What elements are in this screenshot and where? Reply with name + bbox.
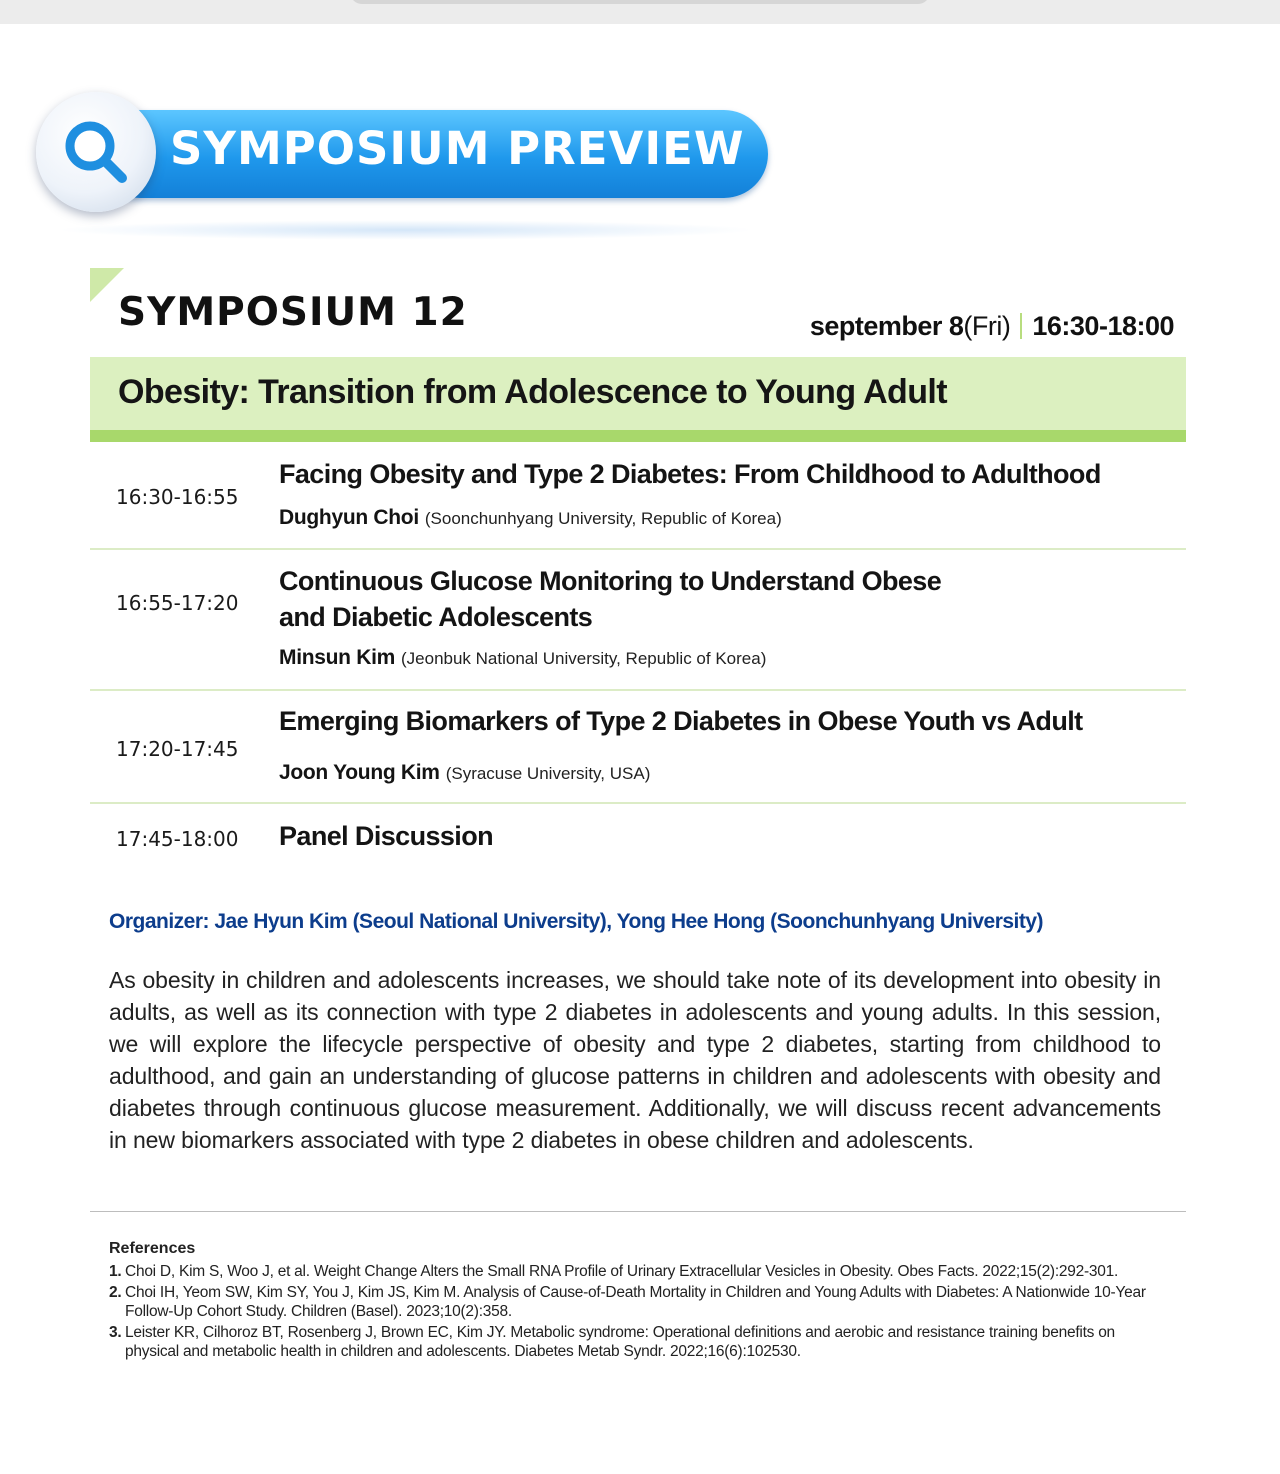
top-bar-tab [350,0,930,4]
reference-number: 2. [109,1283,122,1301]
session-time: 16:30-18:00 [1032,311,1174,341]
reference-text: Leister KR, Cilhoroz BT, Rosenberg J, Brown EC, Kim JY. Metabolic syndrome: Operational definitions and aerobic and resistance training benefits on physical and metabolic health in children and adolescents. Diabetes Metab Syndr. 2022;16(6):102530. [125,1323,1115,1360]
symposium-preview-banner [36,92,776,252]
speaker-line [279,646,766,670]
program-row [90,691,1186,804]
reference-item [109,1323,1169,1362]
talk-time: 17:20-17:45 [116,737,239,761]
reference-text: Choi IH, Yeom SW, Kim SY, You J, Kim JS, Kim M. Analysis of Cause-of-Death Mortality in Children and Young Adults with Diabetes: A Nationwide 10-Year Follow-Up Cohort Study. Children (Basel). 2023;10(2):358. [125,1283,1146,1320]
talk-time: 17:45-18:00 [116,827,239,851]
reference-item [109,1262,1169,1282]
talk-title-line: Continuous Glucose Monitoring to Understand Obese [279,566,942,596]
search-icon [36,92,156,212]
talk-title-line: and Diabetic Adolescents [279,602,593,632]
session-subtitle-band [90,357,1186,442]
program-row [90,550,1186,691]
speaker-affiliation: (Syracuse University, USA) [445,764,651,783]
talk-title: Panel Discussion [279,821,493,851]
talk-time: 16:55-17:20 [116,591,239,615]
speaker-line [279,761,650,785]
speaker-affiliation: (Jeonbuk National University, Republic of Korea) [401,649,767,668]
date-separator [1020,313,1022,339]
speaker-name: Minsun Kim [279,646,395,669]
session-date-time [810,311,1174,342]
top-bar [0,0,1280,24]
session-abstract: As obesity in children and adolescents increases, we should take note of its development into obesity in adults, as well as its connection with type 2 diabetes in adolescents and young adults. In this session, we will explore the lifecycle perspective of obesity and type 2 diabetes, starting from childhood to adulthood, and gain an understanding of glucose patterns in children and adolescents with obesity and diabetes through continuous glucose measurement. Additionally, we will discuss recent advancements in new biomarkers associated with type 2 diabetes in obese children and adolescents. [109,967,1161,1153]
references [109,1240,1169,1363]
reference-number: 1. [109,1263,122,1280]
talk-title [279,563,941,635]
talk-time: 16:30-16:55 [116,485,239,509]
talk-title: Emerging Biomarkers of Type 2 Diabetes in Obese Youth vs Adult [279,706,1083,736]
speaker-affiliation: (Soonchunhyang University, Republic of Korea) [424,509,782,528]
symposium-title: SYMPOSIUM 12 [118,290,468,335]
speaker-name: Dughyun Choi [279,506,419,529]
divider [90,1211,1186,1212]
talk-title: Facing Obesity and Type 2 Diabetes: From Childhood to Adulthood [279,459,1101,489]
program-row [90,804,1186,870]
program-row [90,442,1186,550]
reference-number: 3. [109,1323,122,1341]
organizer-line: Organizer: Jae Hyun Kim (Seoul National University), Yong Hee Hong (Soonchunhyang University) [109,910,1044,933]
session-weekday: (Fri) [963,311,1011,341]
references-heading: References [109,1240,196,1257]
reference-text: Choi D, Kim S, Woo J, et al. Weight Change Alters the Small RNA Profile of Urinary Extracellular Vesicles in Obesity. Obes Facts. 2022;15(2):292-301. [125,1263,1119,1280]
reference-item [109,1283,1169,1322]
speaker-line [279,506,782,530]
session-subtitle: Obesity: Transition from Adolescence to Young Adult [118,373,947,411]
banner-title: SYMPOSIUM PREVIEW [170,122,745,175]
speaker-name: Joon Young Kim [279,761,440,784]
banner-glow [56,220,756,240]
session-date: september 8 [809,311,964,341]
